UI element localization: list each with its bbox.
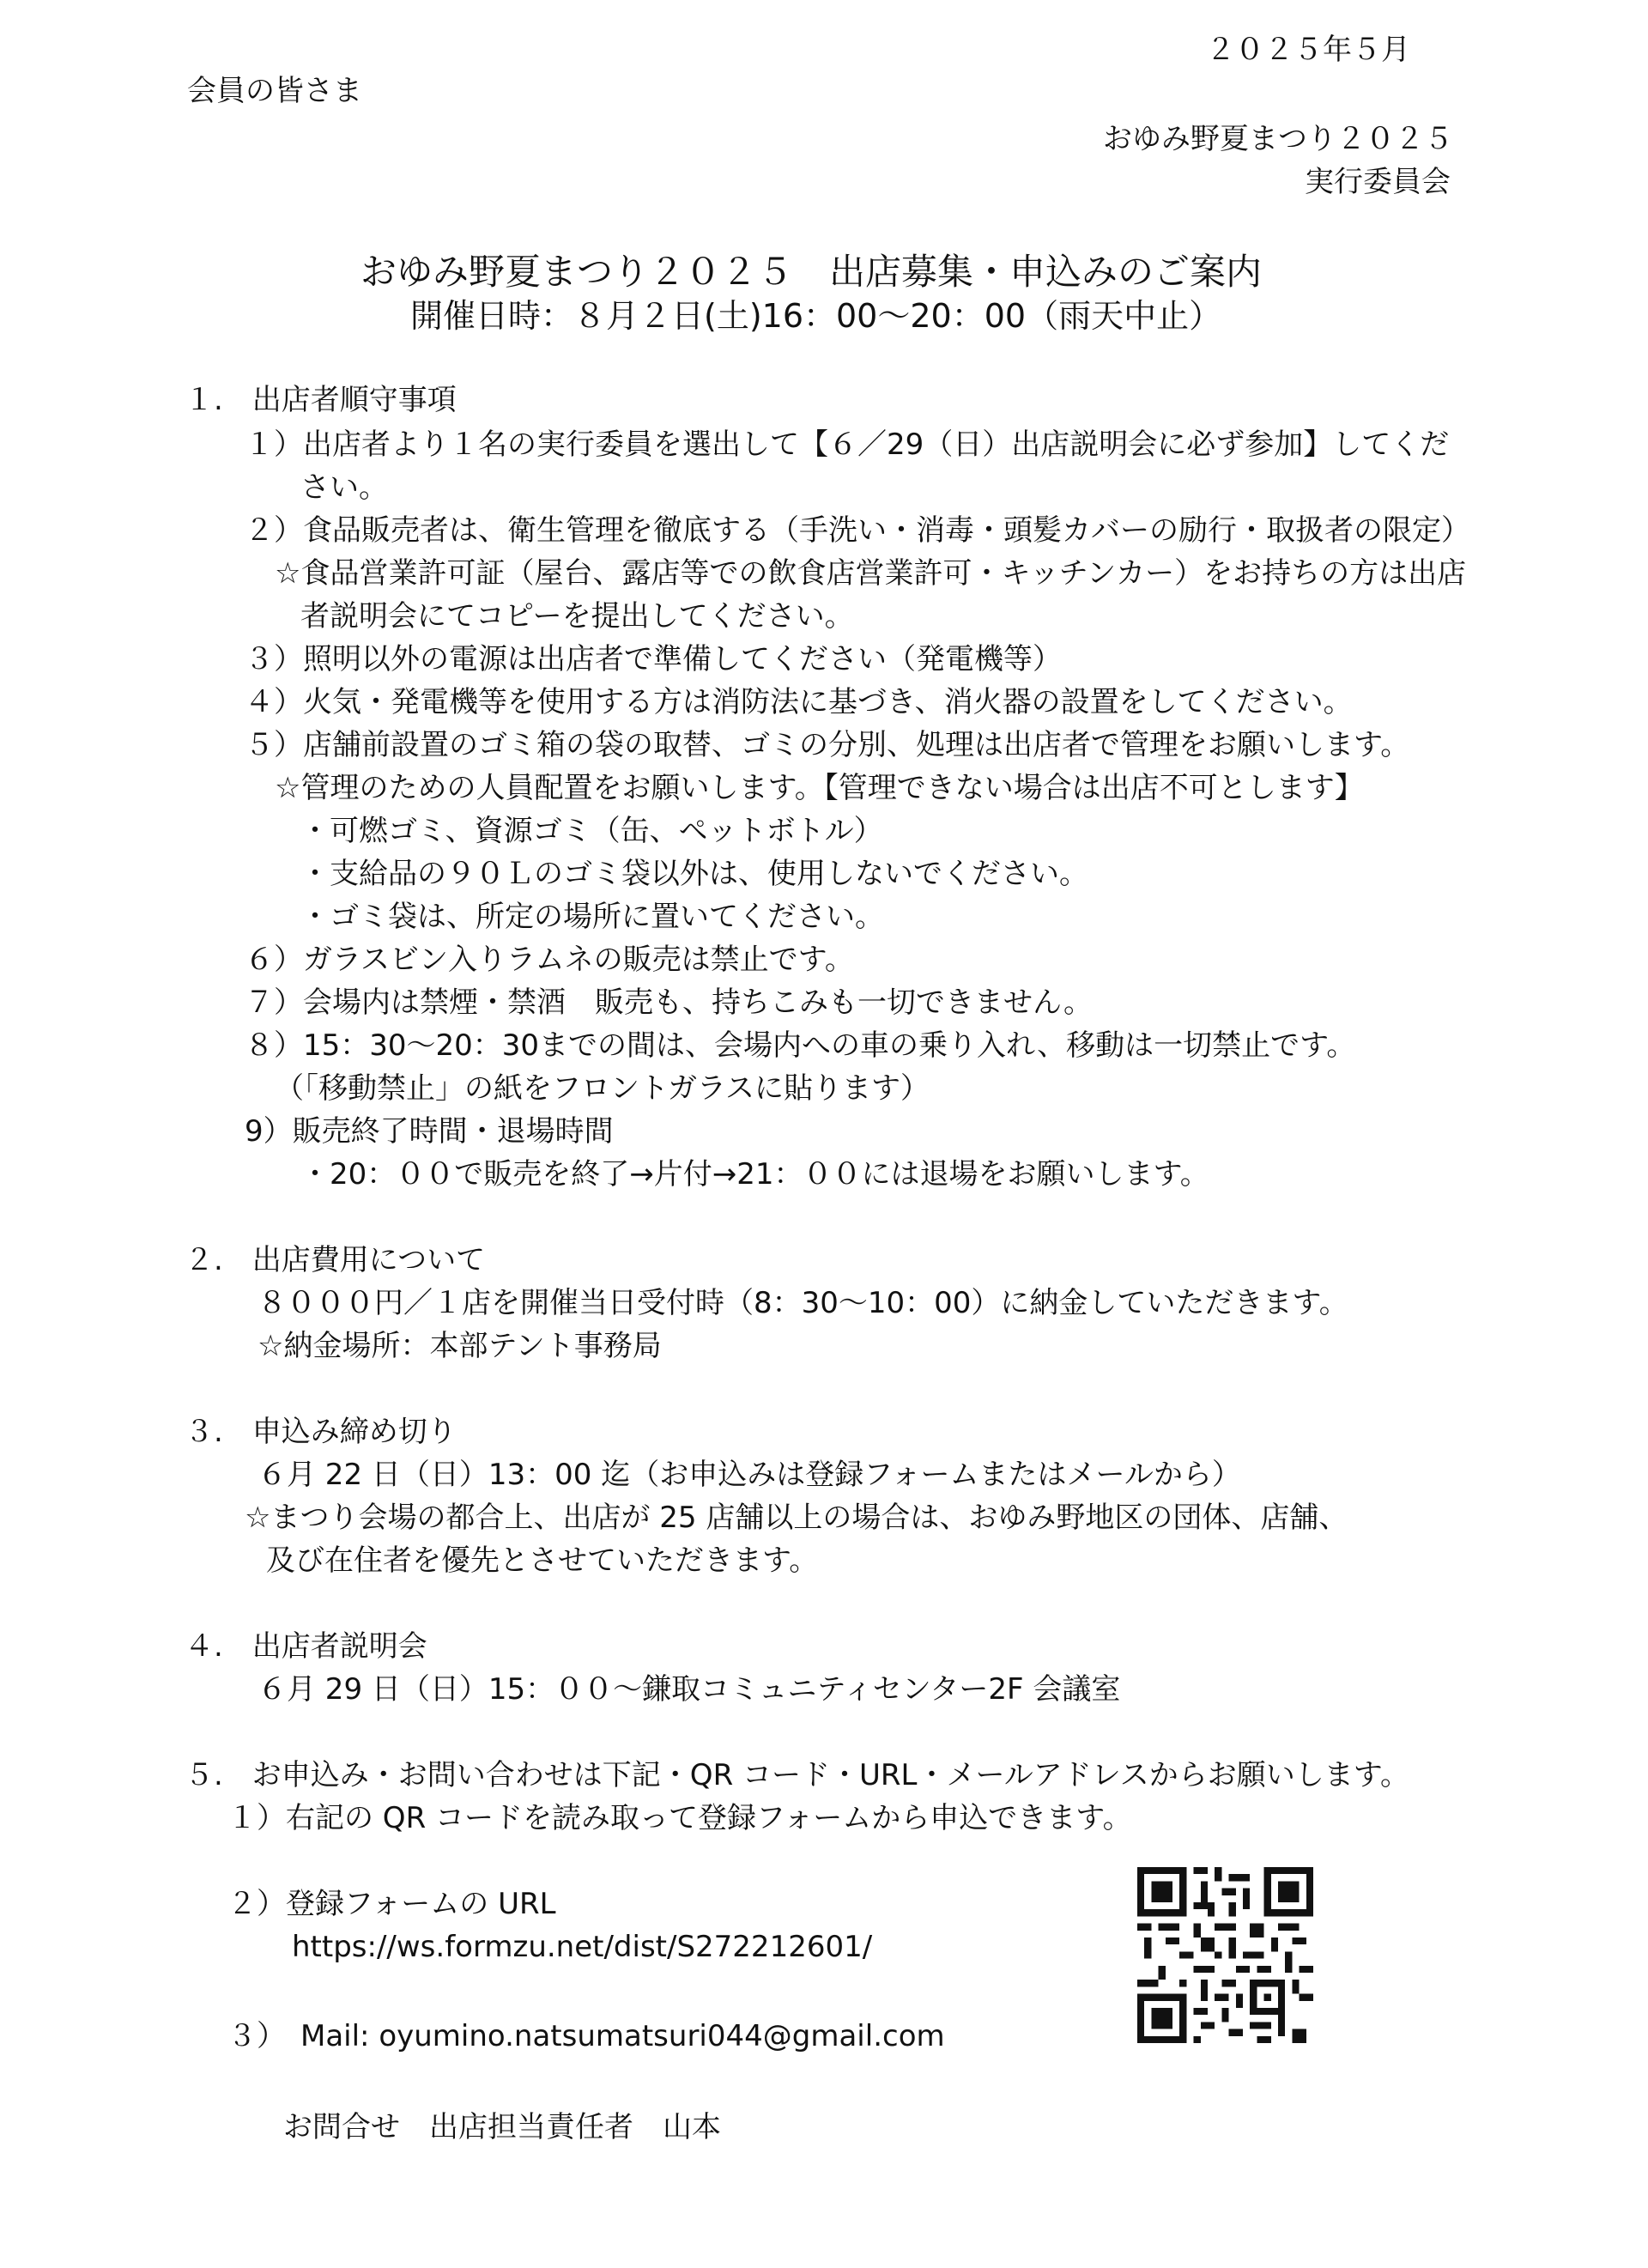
section-heading: ４. 出店者説明会 [185, 1629, 427, 1664]
organizer-name: おゆみ野夏まつり２０２５ [1103, 122, 1453, 156]
event-schedule: 開催日時：８月２日(土)16：00〜20：00（雨天中止） [410, 297, 1222, 335]
deadline-note: 及び在住者を優先とさせていただきます。 [266, 1543, 819, 1578]
list-item: ・可燃ゴミ、資源ゴミ（缶、ペットボトル） [300, 814, 883, 848]
form-url-link[interactable]: https://ws.formzu.net/dist/S272212601/ [292, 1930, 873, 1964]
mail-line[interactable]: ３） Mail: oyumino.natsumatsuri044@gmail.com [227, 2019, 945, 2053]
list-item: 9）販売終了時間・退場時間 [245, 1114, 614, 1149]
list-item: ・20：００で販売を終了→片付→21：００には退場をお願いします。 [300, 1157, 1209, 1192]
list-item: ８）15：30〜20：30までの間は、会場内への車の乗り入れ、移動は一切禁止です。 [245, 1028, 1356, 1063]
list-item: ５）店舗前設置のゴミ箱の袋の取替、ゴミの分別、処理は出店者で管理をお願いします。 [245, 728, 1410, 762]
list-item: ７）会場内は禁煙・禁酒 販売も、持ちこみも一切できません。 [245, 985, 1094, 1020]
list-item: １）出店者より１名の実行委員を選出して【６／29（日）出店説明会に必ず参加】してくだ [245, 428, 1450, 462]
list-item: ４）火気・発電機等を使用する方は消防法に基づき、消火器の設置をしてください。 [245, 685, 1353, 719]
page-title: おゆみ野夏まつり２０２５ 出店募集・申込みのご案内 [360, 251, 1263, 293]
deadline-line: ６月 22 日（日）13：00 迄（お申込みは登録フォームまたはメールから） [258, 1458, 1241, 1492]
list-item: さい。 [300, 470, 388, 505]
section-heading: ５. お申込み・お問い合わせは下記・QR コード・URL・メールアドレスからお願いします。 [185, 1758, 1410, 1792]
apply-line: １）右記の QR コードを読み取って登録フォームから申込できます。 [227, 1801, 1132, 1835]
document-date: ２０２５年５月 [1206, 33, 1410, 67]
section-heading: ２. 出店費用について [185, 1243, 486, 1277]
addressee: 会員の皆さま [187, 74, 362, 108]
fee-line: ８０００円／１店を開催当日受付時（8：30〜10：00）に納金していただきます。 [258, 1286, 1348, 1320]
list-item: ６）ガラスビン入りラムネの販売は禁止です。 [245, 943, 854, 977]
section-heading: １. 出店者順守事項 [185, 383, 457, 417]
list-item: ３）照明以外の電源は出店者で準備してください（発電機等） [245, 642, 1062, 676]
list-item: ☆食品営業許可証（屋台、露店等での飲食店営業許可・キッチンカー）をお持ちの方は出店 [275, 556, 1467, 591]
list-item: （「移動禁止」の紙をフロントガラスに貼ります） [275, 1071, 930, 1106]
section-heading: ３. 申込み締め切り [185, 1415, 457, 1449]
organizer-committee: 実行委員会 [1305, 165, 1451, 199]
deadline-note: ☆まつり会場の都合上、出店が 25 店舗以上の場合は、おゆみ野地区の団体、店舗、 [245, 1501, 1348, 1535]
briefing-line: ６月 29 日（日）15：００〜鎌取コミュニティセンター2F 会議室 [258, 1672, 1121, 1707]
apply-line: ２）登録フォームの URL [227, 1887, 556, 1921]
fee-location: ☆納金場所：本部テント事務局 [258, 1329, 662, 1363]
qr-code-icon[interactable] [1137, 1867, 1313, 2043]
list-item: 者説明会にてコピーを提出してください。 [300, 599, 854, 634]
list-item: ・ゴミ袋は、所定の場所に置いてください。 [300, 900, 884, 934]
list-item: ・支給品の９０Ｌのゴミ袋以外は、使用しないでください。 [300, 857, 1088, 891]
list-item: ☆管理のための人員配置をお願いします。【管理できない場合は出店不可とします】 [275, 771, 1364, 805]
list-item: ２）食品販売者は、衛生管理を徹底する（手洗い・消毒・頭髪カバーの励行・取扱者の限定） [245, 513, 1470, 548]
contact-person: お問合せ 出店担当責任者 山本 [283, 2110, 721, 2144]
